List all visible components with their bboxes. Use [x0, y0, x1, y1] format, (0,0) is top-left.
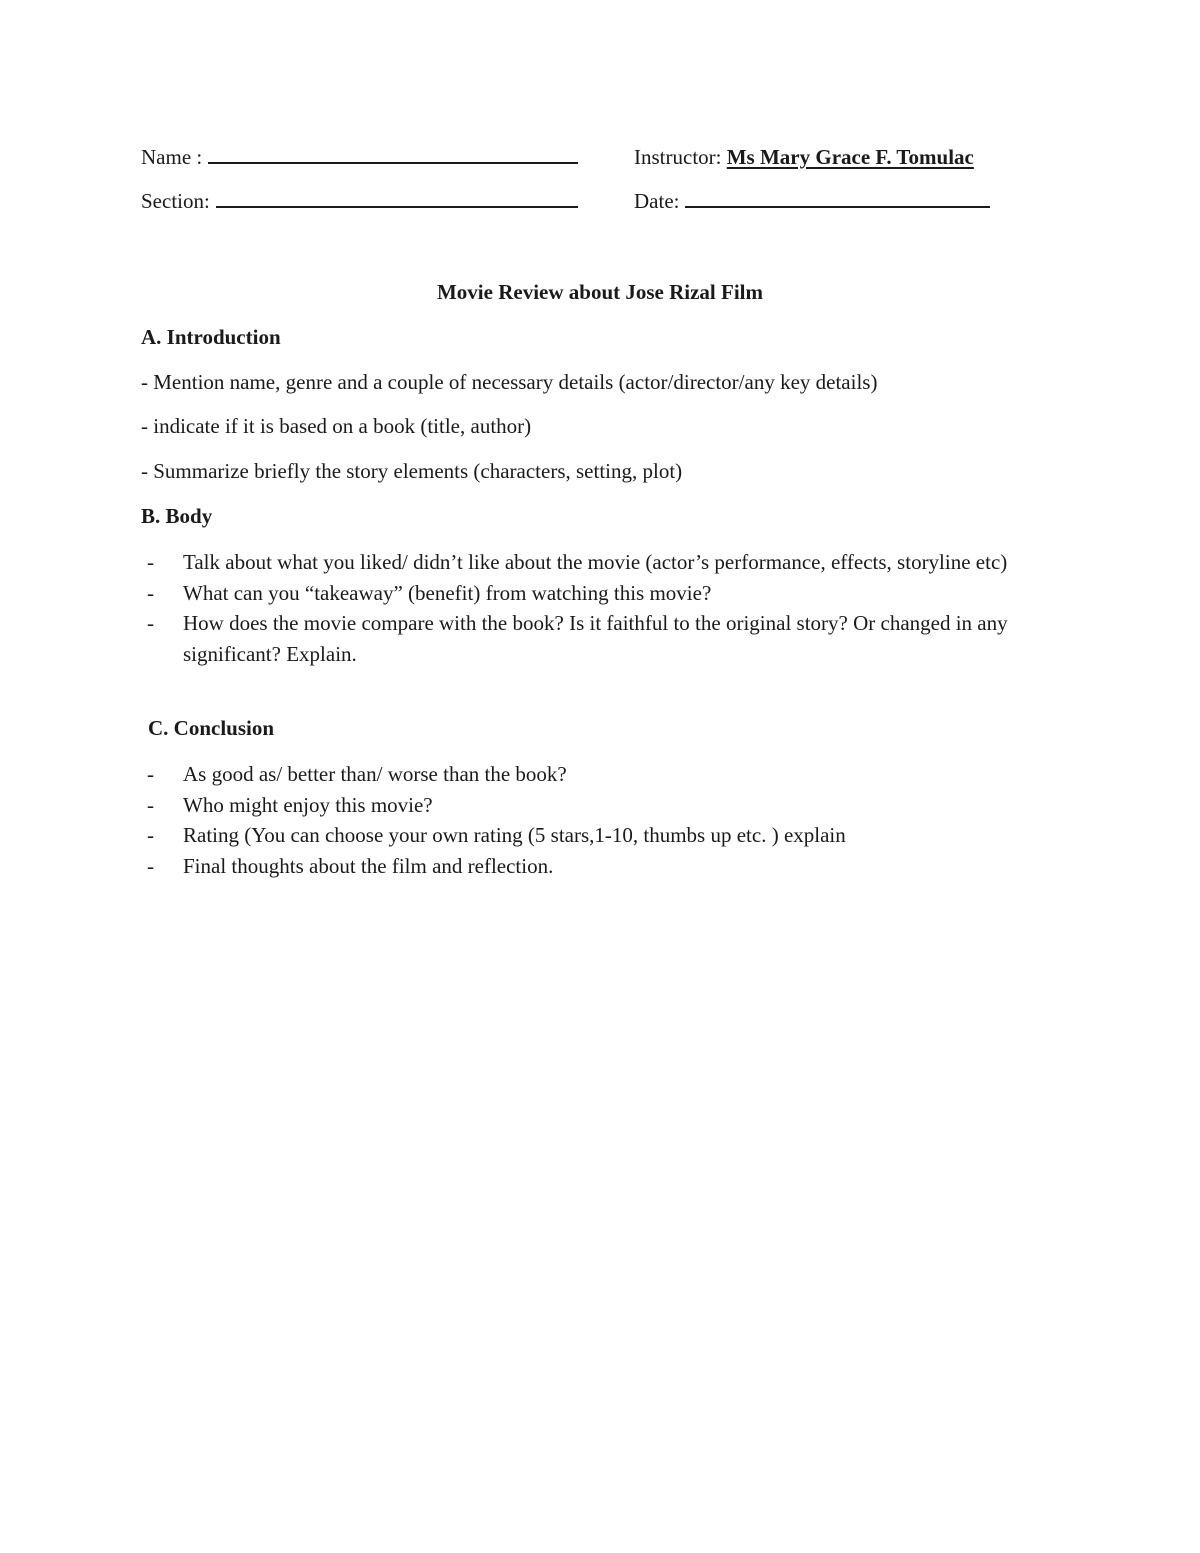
bullet-dash: -: [147, 792, 154, 817]
list-item: [141, 759, 1061, 790]
bullet-dash: -: [147, 823, 154, 847]
section-field: [141, 186, 578, 216]
conclusion-heading: C. Conclusion: [148, 716, 275, 740]
instructor-name: Ms Mary Grace F. Tomulac: [726, 145, 974, 169]
list-item: [141, 608, 1061, 669]
instructor-field: [634, 142, 974, 172]
list-item: [141, 547, 1061, 578]
conclusion-list: [141, 759, 1061, 881]
date-field: [634, 186, 990, 216]
bullet-dash: -: [147, 550, 154, 574]
list-item: [141, 820, 1061, 851]
body-item-text: Talk about what you liked/ didn’t like about the movie (actor’s performance, effects, storyline etc): [183, 550, 1008, 574]
conclusion-item-text: Who might enjoy this movie?: [183, 792, 433, 817]
introduction-item: - Mention name, genre and a couple of necessary details (actor/director/any key details): [141, 370, 878, 394]
name-label: Name :: [141, 145, 203, 169]
body-item-text: What can you “takeaway” (benefit) from watching this movie?: [183, 580, 712, 605]
list-item: [141, 578, 1061, 609]
introduction-item: - indicate if it is based on a book (title, author): [141, 414, 532, 438]
introduction-item: - Summarize briefly the story elements (characters, setting, plot): [141, 459, 683, 483]
section-label: Section:: [141, 189, 210, 213]
header-row-section: [141, 186, 1041, 216]
body-heading: B. Body: [141, 504, 213, 528]
date-label: Date:: [634, 189, 680, 213]
conclusion-item-text: As good as/ better than/ worse than the book?: [183, 762, 567, 786]
introduction-heading: A. Introduction: [141, 325, 281, 349]
bullet-dash: -: [147, 762, 154, 786]
header-row-name: [141, 142, 1041, 172]
bullet-dash: -: [147, 611, 154, 635]
conclusion-item-text: Final thoughts about the film and reflection.: [183, 853, 554, 878]
instructor-label: Instructor:: [634, 145, 722, 169]
document-title: Movie Review about Jose Rizal Film: [436, 280, 764, 304]
conclusion-item-text: Rating (You can choose your own rating (5 stars,1-10, thumbs up etc. ) explain: [183, 823, 846, 847]
body-item-text: How does the movie compare with the book? Is it faithful to the original story? Or changed in any significant? Explain.: [183, 611, 1008, 666]
list-item: [141, 790, 1061, 821]
date-blank-line[interactable]: [685, 186, 990, 208]
name-field: [141, 142, 578, 172]
name-blank-line[interactable]: [208, 142, 578, 164]
body-list: [141, 547, 1061, 669]
bullet-dash: -: [147, 853, 154, 878]
section-blank-line[interactable]: [216, 186, 578, 208]
bullet-dash: -: [147, 580, 154, 605]
list-item: [141, 851, 1061, 882]
